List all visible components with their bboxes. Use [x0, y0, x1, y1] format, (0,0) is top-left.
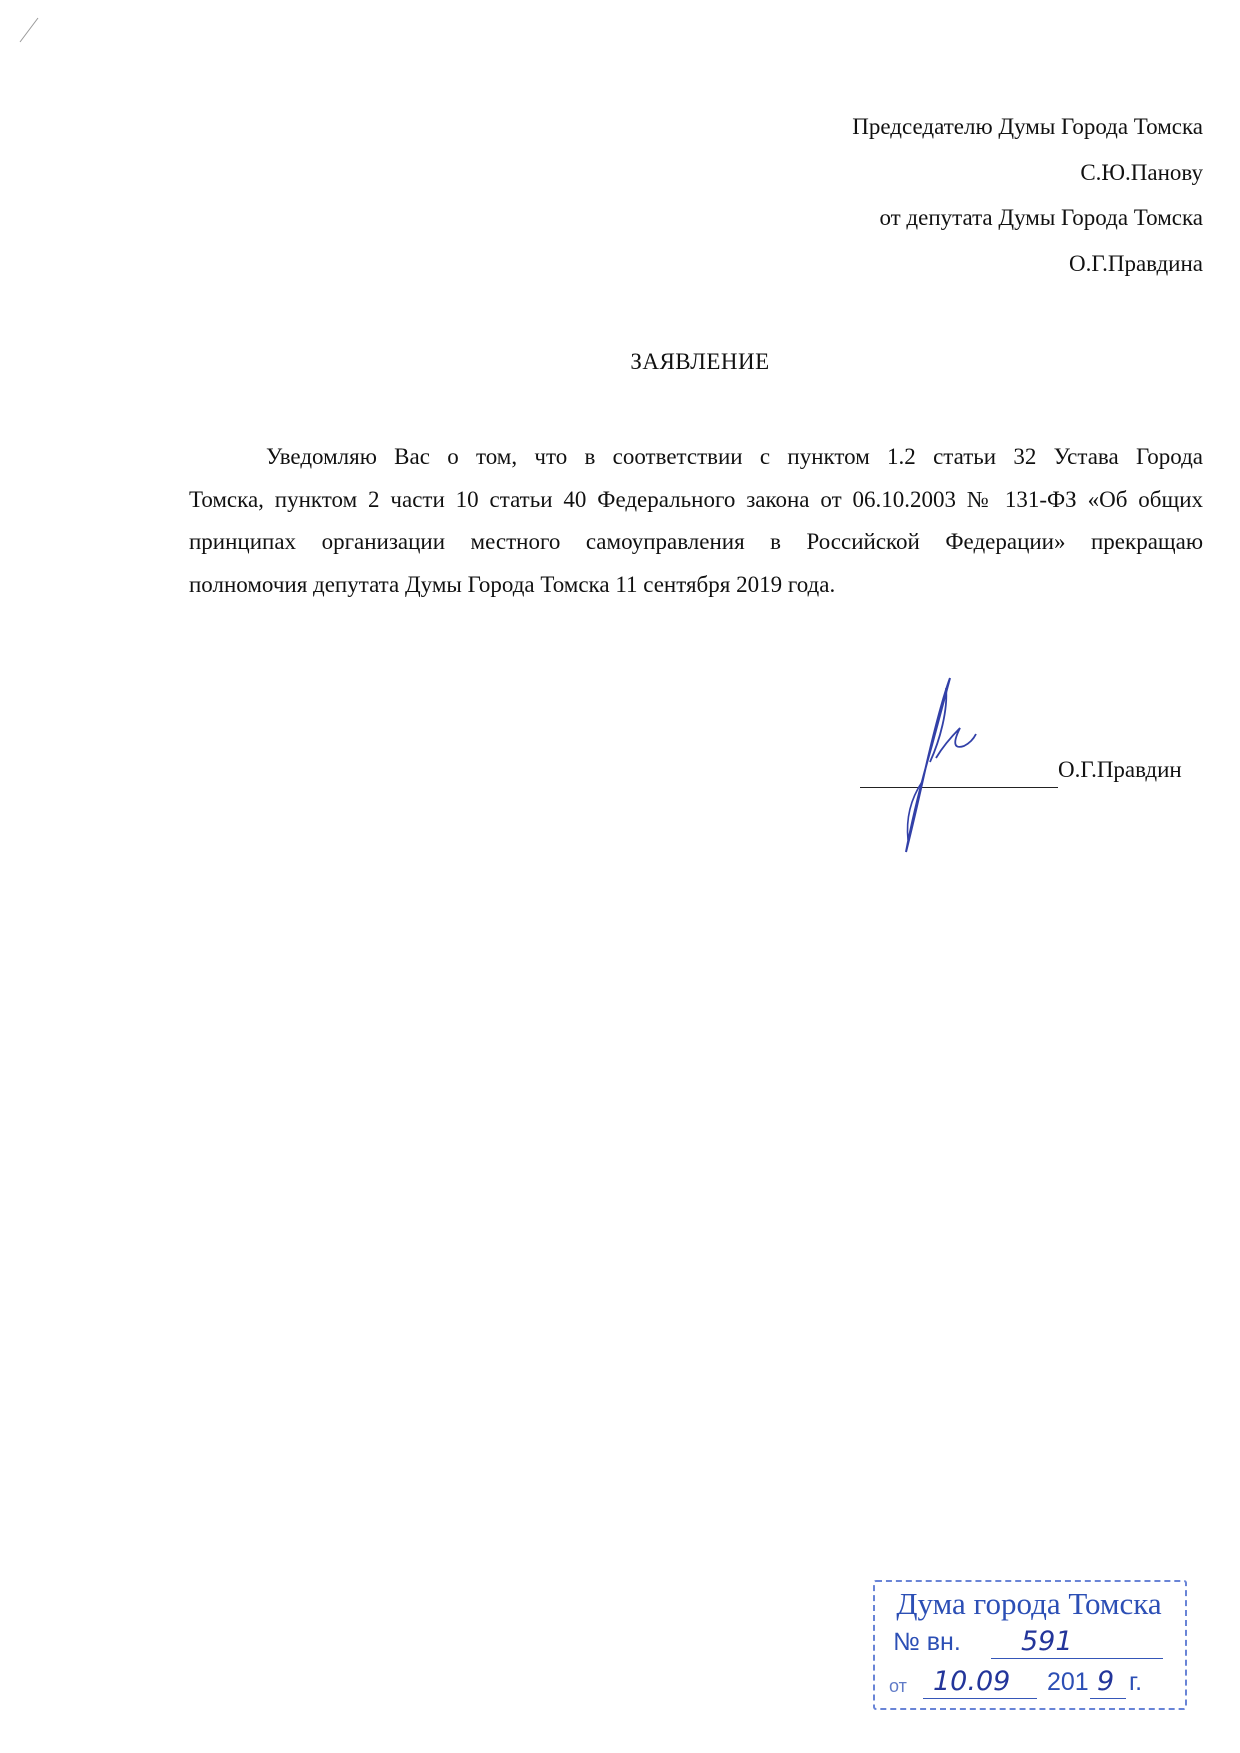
- stamp-title: Дума города Томска: [896, 1586, 1162, 1621]
- statement-body: [189, 436, 1203, 606]
- document-title: ЗАЯВЛЕНИЕ: [630, 349, 770, 374]
- stamp-number-value: 591: [1021, 1626, 1073, 1657]
- signatory-name: О.Г.Правдин: [1058, 757, 1182, 782]
- handwritten-signature: [880, 670, 990, 860]
- body-line-2: Томска, пунктом 2 части 10 статьи 40 Федерального закона от 06.10.2003 № 131-ФЗ «Об общих: [189, 486, 1203, 512]
- scan-mark: [18, 14, 42, 44]
- body-line-4: полномочия депутата Думы Города Томска 11 сентября 2019 года.: [189, 571, 836, 597]
- stamp-year-line: [1090, 1698, 1126, 1699]
- stamp-date-line: [923, 1698, 1037, 1699]
- stamp-date-prefix: от: [889, 1676, 907, 1696]
- stamp-year-digit: 9: [1097, 1666, 1115, 1697]
- addressee-line-1: Председателю Думы Города Томска: [852, 114, 1203, 139]
- addressee-line-4: О.Г.Правдина: [1069, 250, 1203, 276]
- stamp-number-line: [991, 1658, 1163, 1659]
- stamp-year-prefix: 201: [1047, 1668, 1089, 1696]
- addressee-line-2: С.Ю.Панову: [1080, 159, 1203, 185]
- stamp-year-suffix: г.: [1129, 1668, 1143, 1696]
- stamp-number-row: [893, 1626, 1183, 1662]
- registration-stamp: [873, 1580, 1187, 1710]
- body-line-1: Уведомляю Вас о том, что в соответствии с пунктом 1.2 статьи 32 Устава Города: [266, 444, 1203, 469]
- body-line-3: принципах организации местного самоуправления в Российской Федерации» прекращаю: [189, 529, 1203, 554]
- addressee-line-3: от депутата Думы Города Томска: [879, 205, 1203, 230]
- stamp-date-row: [889, 1666, 1179, 1702]
- stamp-number-label: № вн.: [893, 1628, 961, 1656]
- stamp-date-value: 10.09: [933, 1666, 1011, 1697]
- addressee-block: [703, 104, 1203, 286]
